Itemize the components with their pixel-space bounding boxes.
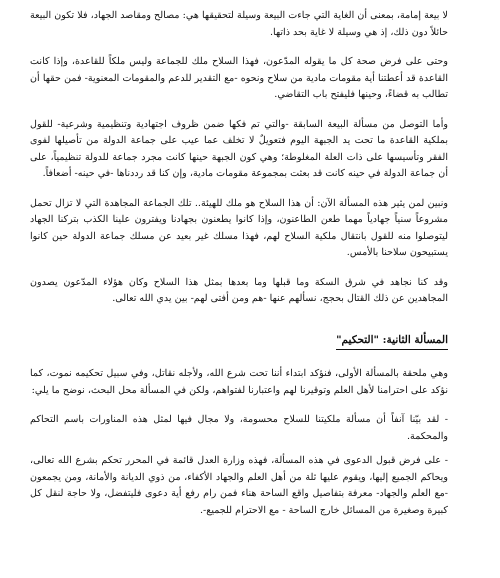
paragraph-jihad-history: وقد كنا نجاهد في شرق السكة وما قبلها وما بعدها بمثل هذا السلاح وكان هؤلاء المدّعون يصدون المجاهدين عن ذلك القتال بحجج، نسألهم عنها -هم ومن أفتى لهم- بين يدي الله تعالى. xyxy=(30,276,448,304)
paragraph-weapons-belong-to-hayat: ونبين لمن يثير هذه المسألة الآن: أن هذا السلاح هو ملك للهيئة.. تلك الجماعة المجاهدة التي لا تزال تحمل مشروعاً سنياً جهادياً مهما طعن الطاعنون، وإذا كانوا يطعنون بجهادنا ويفترون علينا الكذب بتركنا الجهاد ليتوصلوا منه للقول بانتقال ملكية السلاح لهم، فهذا مسلك غير بعيد عن مسلك جماعة الدولة حين كانوا يستبيحون سلاحنا بالأمس. xyxy=(30,197,448,258)
paragraph-arbitration-point-1: - لقد بيّنا آنفاً أن مسألة ملكيتنا للسلاح محسومة، ولا مجال فيها لمثل هذه المناورات باسم التحاكم والمحكمة. xyxy=(30,414,448,442)
paragraph-arbitration-intro: وهي ملحقة بالمسألة الأولى، فنؤكد ابتداء أننا تحت شرع الله، ولأجله نقاتل، وفي سبيل تحكيمه نموت، كما نؤكد على احترامنا لأهل العلم وتوقيرنا لهم واعتبارنا لفتواهم، ولكن في المسألة محل البحث، نوضح ما يلي: xyxy=(30,368,448,396)
paragraph-arbitration-point-2: - على فرض قبول الدعوى في هذه المسألة، فهذه وزارة العدل قائمة في المحرر تحكم بشرع الله تعالى، ويحاكم الجميع إليها، ويقوم عليها ثلة من أهل العلم والجهاد الأكفاء، من ذوي الديانة والأمانة، ومن يجمعون -مع العلم والجهاد- معرفة بتفاصيل واقع الساحة هناء فمن رام رفع أية دعوى فليتفضل، ولا حاجة لنقل كل كبيرة وصغيرة من المسائل خارج الساحة - مع الاحترام للجميع-. xyxy=(30,455,448,516)
paragraph-previous-bayah: وأما التوصل من مسألة البيعة السابقة -والتي تم فكها ضمن ظروف اجتهادية وتنظيمية وشرعية- للقول بملكية القاعدة ما تحت يد الجبهة اليوم فتعويلٌ لا تخلف عما عيب على جماعة الدولة من تأصيلها لفوى الفقر وتأسيسها على ذات العلة المغلوطة؛ وهي كون الجبهة حينها كانت مجرد جماعة للدولة تنظيمياً، على أن جماعة الدولة في حينه كانت قد بعثت بمجموعة مقومات مادية، وإن كنا قد رددناها -في حينه- أضعافاً. xyxy=(30,118,448,179)
paragraph-weapons-ownership: وحتى على فرض صحة كل ما يقوله المدّعون، فهذا السلاح ملك للجماعة وليس ملكاً للقاعدة، وإذا كانت القاعدة قد أعطتنا أية مقومات مادية من سلاح ونحوه -مع التقدير للدعم والمقومات المعنوية- فمن حقها أن تطالب به قضاءً، وحينها فليفتح باب التقاضي. xyxy=(30,56,448,100)
paragraph-bayah-means: لا بيعة إمامة، بمعنى أن الغاية التي جاءت البيعة وسيلة لتحقيقها هي: مصالح ومقاصد الجهاد، فلا تكون البيعة حائلاً دون ذلك، إذ هي وسيلة لا غاية بحد ذاتها. xyxy=(30,10,448,38)
section-heading: المسألة الثانية: "التحكيم" xyxy=(336,333,448,351)
section-heading-container xyxy=(30,321,448,367)
